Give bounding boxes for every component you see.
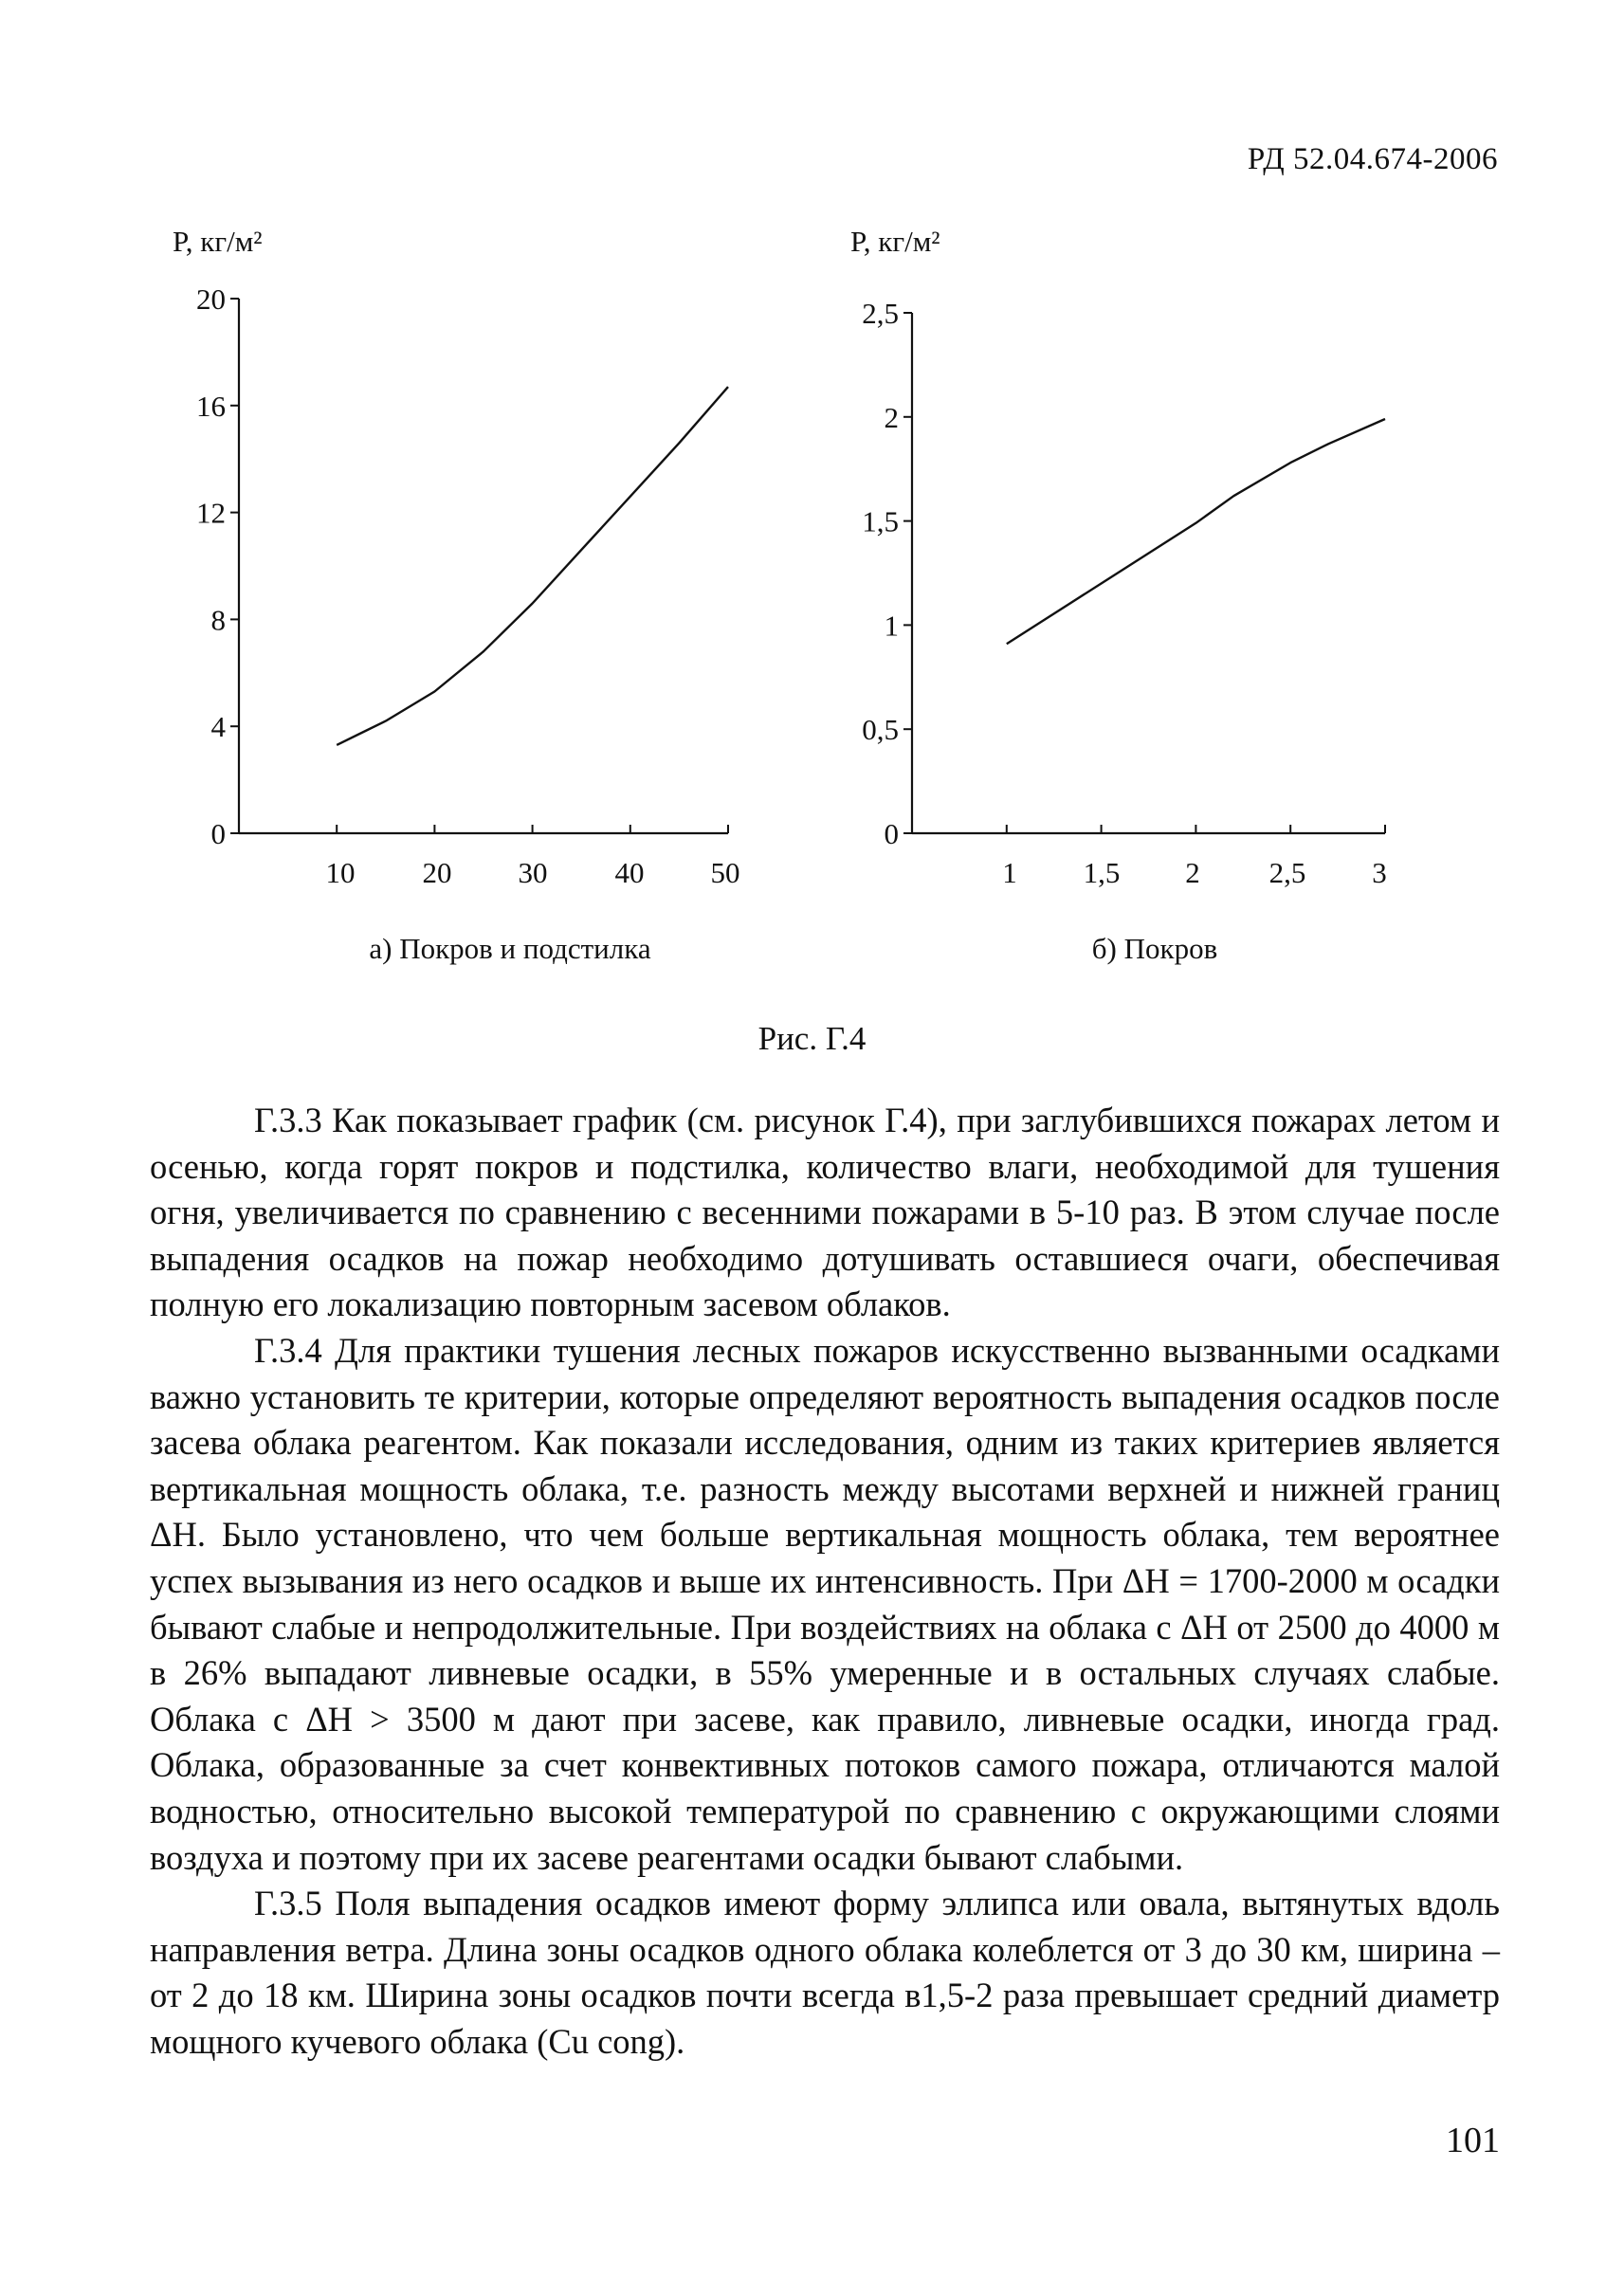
x-tick-label: 40	[614, 856, 645, 889]
y-tick-label: 16	[196, 389, 226, 423]
y-tick-label: 1,5	[862, 504, 899, 538]
panel-label: а) Покров и подстилка	[369, 932, 651, 965]
chart-a-cover-and-litter	[173, 225, 740, 965]
panel-label: б) Покров	[1091, 932, 1218, 965]
page-number: 101	[1446, 2121, 1500, 2160]
y-axis-title: P, кг/м²	[173, 225, 263, 258]
y-tick-label: 4	[210, 710, 226, 744]
y-tick-label: 0	[210, 817, 226, 850]
y-tick-label: 2	[884, 400, 899, 434]
x-tick-label: 3	[1372, 856, 1387, 889]
x-tick-label: 10	[325, 856, 356, 889]
x-tick-label: 30	[518, 856, 548, 889]
y-tick-label: 20	[196, 282, 226, 316]
y-tick-label: 1	[884, 609, 899, 643]
y-tick-label: 0,5	[862, 713, 899, 747]
x-tick-label: 2	[1185, 856, 1200, 889]
figure-caption: Рис. Г.4	[757, 1020, 867, 1057]
chart-b-cover	[850, 225, 1387, 965]
y-axis-title: P, кг/м²	[850, 225, 940, 258]
figure-charts	[0, 0, 1624, 1071]
paragraph-g-3-4: Г.3.4 Для практики тушения лесных пожаров искусственно вызванными осадками важно установить те критерии, которые определяют вероятность выпадения осадков после засева облака реагентом. Как показали исследования, одним из таких критериев является вертикальная мощность облака, т.е. разность между высотами верхней и нижней границ ΔН. Было установлено, что чем больше вертикальная мощность облака, тем вероятнее успех вызывания из него осадков и выше их интенсивность. При ΔН = 1700-2000 м осадки бывают слабые и непродолжительные. При воздействиях на облака с ΔН от 2500 до 4000 м в 26% выпадают ливневые осадки, в 55% умеренные и в остальных случаях слабые. Облака с ΔН > 3500 м дают при засеве, как правило, ливневые осадки, иногда град. Облака, образованные за счет конвективных потоков самого пожара, отличаются малой водностью, относительно высокой температурой по сравнению с окружающими слоями воздуха и поэтому при их засеве реагентами осадки бывают слабыми.	[150, 1330, 1500, 1877]
y-tick-label: 8	[210, 603, 226, 637]
paragraph-g-3-5: Г.3.5 Поля выпадения осадков имеют форму эллипса или овала, вытянутых вдоль направления ветра. Длина зоны осадков одного облака колеблется от 3 до 30 км, ширина – от 2 до 18 км. Ширина зоны осадков почти всегда в1,5-2 раза превышает средний диаметр мощного кучевого облака (Cu cong).	[150, 1884, 1500, 2061]
paragraph-g-3-3: Г.3.3 Как показывает график (см. рисунок Г.4), при заглубившихся пожарах летом и осенью, когда горят покров и подстилка, количество влаги, необходимой для тушения огня, увеличивается по сравнению с весенними пожарами в 5-10 раз. В этом случае после выпадения осадков на пожар необходимо дотушивать оставшиеся очаги, обеспечивая полную его локализацию повторным засевом облаков.	[150, 1101, 1500, 1324]
y-tick-label: 0	[884, 817, 899, 850]
document-code: РД 52.04.674-2006	[1247, 142, 1498, 176]
x-tick-label: 1	[1002, 856, 1017, 889]
series-line	[1007, 419, 1385, 644]
x-tick-label: 20	[422, 856, 452, 889]
x-tick-label: 50	[710, 856, 740, 889]
y-tick-label: 12	[196, 496, 226, 530]
x-tick-label: 1,5	[1083, 856, 1121, 889]
x-tick-label: 2,5	[1268, 856, 1306, 889]
series-line	[337, 387, 728, 745]
body-text	[150, 1098, 1500, 2065]
y-tick-label: 2,5	[862, 297, 899, 330]
